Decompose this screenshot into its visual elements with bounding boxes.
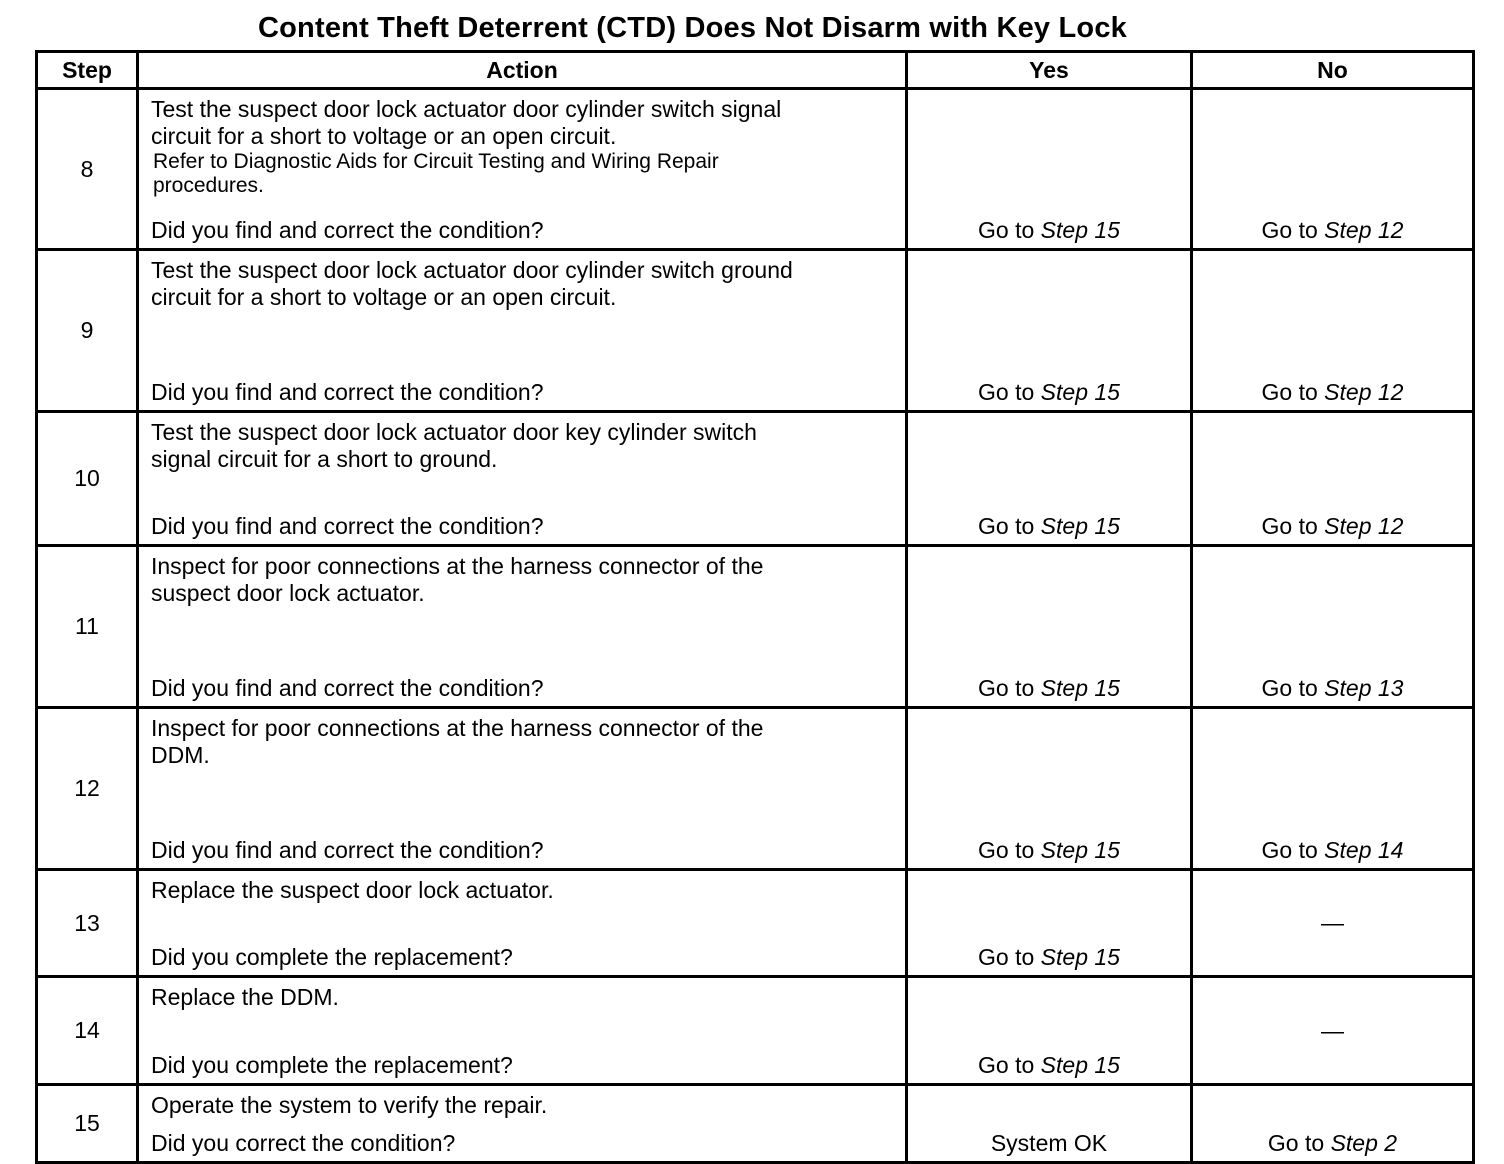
- yes-cell: [907, 250, 1192, 412]
- header-action: Action: [138, 52, 907, 89]
- action-text: Operate the system to verify the repair.: [151, 1092, 548, 1118]
- no-goto-step: Step 2: [1330, 1130, 1398, 1156]
- yes-goto-prefix: Go to: [978, 1052, 1041, 1078]
- no-dash: —: [1321, 1017, 1344, 1043]
- action-question: Did you correct the condition?: [151, 1130, 456, 1156]
- yes-goto-prefix: Go to: [978, 217, 1041, 243]
- no-goto-step: Step 12: [1324, 513, 1404, 539]
- yes-cell: [907, 870, 1192, 977]
- yes-goto-step: Step 15: [1040, 217, 1120, 243]
- no-goto-prefix: Go to: [1261, 513, 1325, 539]
- no-result: [1193, 217, 1472, 244]
- yes-plain-text: System OK: [990, 1130, 1108, 1156]
- yes-goto-step: Step 15: [1040, 675, 1120, 701]
- step-number: 12: [37, 708, 138, 870]
- step-number: 13: [37, 870, 138, 977]
- action-text: Test the suspect door lock actuator door key cylinder switch signal circuit for a short to ground.: [151, 419, 757, 472]
- yes-goto-step: Step 15: [1040, 944, 1120, 970]
- no-goto-step: Step 12: [1324, 379, 1404, 405]
- header-yes: Yes: [907, 52, 1192, 89]
- table-row: [37, 250, 1474, 412]
- table-row: [37, 977, 1474, 1085]
- action-text: Inspect for poor connections at the harness connector of the suspect door lock actuator.: [151, 553, 764, 606]
- action-cell: [138, 546, 907, 708]
- yes-goto-step: Step 15: [1040, 379, 1120, 405]
- yes-cell: [907, 89, 1192, 250]
- action-cell: [138, 412, 907, 546]
- action-text: Inspect for poor connections at the harness connector of the DDM.: [151, 715, 764, 768]
- action-text: Replace the suspect door lock actuator.: [151, 877, 554, 903]
- yes-goto-prefix: Go to: [978, 379, 1041, 405]
- no-goto-prefix: Go to: [1267, 1130, 1331, 1156]
- no-goto-prefix: Go to: [1261, 675, 1325, 701]
- step-number: 14: [37, 977, 138, 1085]
- yes-result: [908, 944, 1190, 971]
- header-row: [37, 52, 1474, 89]
- yes-goto-step: Step 15: [1040, 1052, 1120, 1078]
- no-cell: [1192, 546, 1474, 708]
- yes-goto-prefix: Go to: [978, 675, 1041, 701]
- step-number: 9: [37, 250, 138, 412]
- yes-result: [908, 675, 1190, 702]
- yes-cell: [907, 546, 1192, 708]
- no-cell: [1192, 977, 1474, 1085]
- table-row: [37, 870, 1474, 977]
- no-goto-prefix: Go to: [1261, 217, 1325, 243]
- yes-goto-prefix: Go to: [978, 837, 1041, 863]
- no-result: [1193, 675, 1472, 702]
- yes-goto-step: Step 15: [1040, 513, 1120, 539]
- no-result: [1193, 1130, 1472, 1157]
- yes-cell: [907, 977, 1192, 1085]
- table-row: [37, 546, 1474, 708]
- action-cell: [138, 1085, 907, 1163]
- yes-result: [908, 513, 1190, 540]
- action-question: Did you find and correct the condition?: [151, 217, 544, 243]
- action-cell: [138, 977, 907, 1085]
- no-goto-prefix: Go to: [1261, 379, 1325, 405]
- page-title: Content Theft Deterrent (CTD) Does Not Disarm with Key Lock: [258, 12, 1127, 44]
- no-goto-prefix: Go to: [1261, 837, 1325, 863]
- action-question: Did you find and correct the condition?: [151, 837, 544, 863]
- action-question: Did you find and correct the condition?: [151, 379, 544, 405]
- action-text: Test the suspect door lock actuator door cylinder switch ground circuit for a short to voltage or an open circuit.: [151, 257, 793, 310]
- no-result: [1193, 513, 1472, 540]
- action-cell: [138, 708, 907, 870]
- no-cell: [1192, 250, 1474, 412]
- step-number: 11: [37, 546, 138, 708]
- table-row: [37, 412, 1474, 546]
- yes-cell: [907, 412, 1192, 546]
- action-question: Did you complete the replacement?: [151, 1052, 513, 1078]
- yes-result: [908, 379, 1190, 406]
- no-goto-step: Step 13: [1324, 675, 1404, 701]
- yes-result: [908, 217, 1190, 244]
- no-cell: [1192, 870, 1474, 977]
- no-cell: [1192, 1085, 1474, 1163]
- no-cell: [1192, 89, 1474, 250]
- yes-result: [908, 837, 1190, 864]
- step-number: 15: [37, 1085, 138, 1163]
- no-dash: —: [1321, 909, 1344, 936]
- action-text: Test the suspect door lock actuator door cylinder switch signal circuit for a short to voltage or an open circuit.: [151, 96, 782, 149]
- table-row: [37, 1085, 1474, 1163]
- action-cell: [138, 89, 907, 250]
- no-goto-step: Step 12: [1324, 217, 1404, 243]
- header-step: Step: [37, 52, 138, 89]
- no-result: [1193, 379, 1472, 406]
- step-number: 8: [37, 89, 138, 250]
- no-cell: [1192, 708, 1474, 870]
- action-note: Refer to Diagnostic Aids for Circuit Testing and Wiring Repair procedures.: [153, 150, 719, 197]
- action-question: Did you complete the replacement?: [151, 944, 513, 970]
- no-result: [1193, 837, 1472, 864]
- table-row: [37, 89, 1474, 250]
- no-goto-step: Step 14: [1324, 837, 1404, 863]
- yes-cell: [907, 708, 1192, 870]
- action-question: Did you find and correct the condition?: [151, 513, 544, 539]
- yes-result: [908, 1052, 1190, 1079]
- header-no: No: [1192, 52, 1474, 89]
- yes-goto-step: Step 15: [1040, 837, 1120, 863]
- step-number: 10: [37, 412, 138, 546]
- no-cell: [1192, 412, 1474, 546]
- action-question: Did you find and correct the condition?: [151, 675, 544, 701]
- yes-result: [908, 1130, 1190, 1157]
- yes-goto-prefix: Go to: [978, 513, 1041, 539]
- action-cell: [138, 250, 907, 412]
- table-row: [37, 708, 1474, 870]
- action-cell: [138, 870, 907, 977]
- yes-goto-prefix: Go to: [978, 944, 1041, 970]
- action-text: Replace the DDM.: [151, 984, 339, 1010]
- yes-cell: [907, 1085, 1192, 1163]
- diagnostic-table: [35, 50, 1475, 1164]
